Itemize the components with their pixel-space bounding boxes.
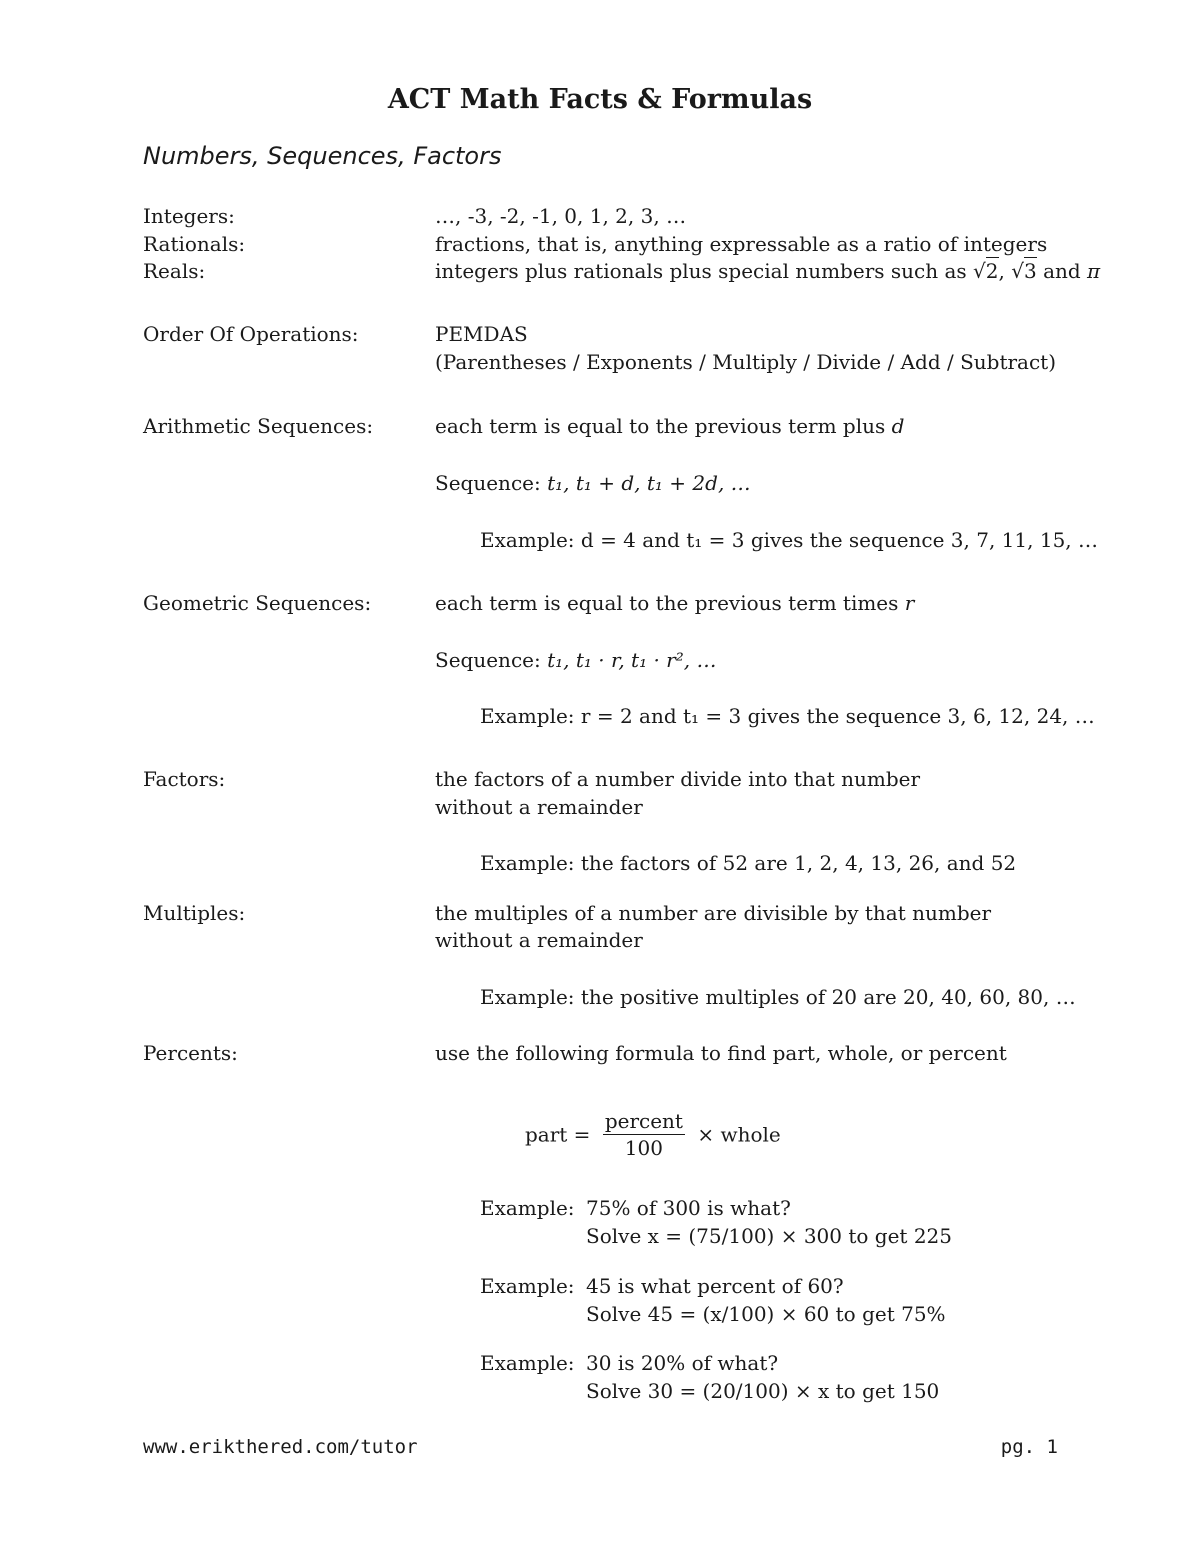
section-heading: Numbers, Sequences, Factors [143,142,502,170]
arithmetic-sequence-label: Sequence: [435,471,541,495]
percent-example-1-question: 75% of 300 is what? [586,1196,791,1220]
integers-text: …, -3, -2, -1, 0, 1, 2, 3, … [435,204,687,228]
reals-description: integers plus rationals plus special numbers such as [435,259,967,283]
arithmetic-desc-text: each term is equal to the previous term plus [435,414,886,438]
pemdas-expansion: (Parentheses / Exponents / Multiply / Divide / Add / Subtract) [435,350,1057,374]
sqrt-two: √2 [973,259,999,283]
multiples-example: Example: the positive multiples of 20 are 20, 40, 60, 80, … [480,985,1076,1009]
formula-lhs: part = [525,1122,591,1147]
sqrt-three-radicand: 3 [1023,259,1037,283]
integers-label: Integers: [143,204,235,228]
order-of-operations-label: Order Of Operations: [143,322,359,346]
geometric-example [480,706,1095,726]
reals-text: integers plus rationals plus special numbers such as √2, √3 and π [435,259,1101,283]
pi-symbol: π [1087,259,1101,283]
reals-and: and [1043,259,1081,283]
rationals-label: Rationals: [143,232,246,256]
arithmetic-sequence [435,473,751,493]
arithmetic-example-text: d = 4 and t₁ = 3 gives the sequence 3, 7, 11, 15, … [580,528,1099,552]
percent-formula [525,1108,781,1161]
percent-example-3-label: Example: [480,1351,575,1375]
percent-example-2-label: Example: [480,1274,575,1298]
multiples-line-1: the multiples of a number are divisible by that number [435,901,992,925]
arithmetic-example-label: Example: [480,528,575,552]
geometric-desc-var: r [904,591,915,615]
percent-example-1-solve: Solve x = (75/100) × 300 to get 225 [586,1224,952,1248]
geometric-sequence-label: Sequence: [435,648,541,672]
geometric-label: Geometric Sequences: [143,591,372,615]
factors-label: Factors: [143,767,226,791]
factors-line-1: the factors of a number divide into that number [435,767,921,791]
geometric-example-text: r = 2 and t₁ = 3 gives the sequence 3, 6, 12, 24, … [580,704,1095,728]
factors-line-2: without a remainder [435,795,643,819]
reals-label: Reals: [143,259,206,283]
geometric-desc-text: each term is equal to the previous term times [435,591,899,615]
formula-fraction [603,1108,685,1161]
percent-example-3-solve: Solve 30 = (20/100) × x to get 150 [586,1379,940,1403]
sqrt-two-radicand: 2 [985,259,999,283]
percent-example-2-solve: Solve 45 = (x/100) × 60 to get 75% [586,1302,946,1326]
pemdas: PEMDAS [435,322,528,346]
formula-rhs: × whole [697,1122,781,1147]
page-number: pg. 1 [1000,1436,1058,1458]
rationals-text: fractions, that is, anything expressable as a ratio of integers [435,232,1048,256]
arithmetic-sequence-formula: t₁, t₁ + d, t₁ + 2d, … [547,471,751,495]
geometric-sequence-formula: t₁, t₁ · r, t₁ · r², … [547,648,717,672]
multiples-line-2: without a remainder [435,928,643,952]
page-title: ACT Math Facts & Formulas [387,84,813,115]
arithmetic-label: Arithmetic Sequences: [143,414,374,438]
formula-denominator: 100 [624,1136,663,1160]
percents-description: use the following formula to find part, whole, or percent [435,1041,1007,1065]
footer-url[interactable]: www.erikthered.com/tutor [143,1436,418,1458]
sqrt-three: √3 [1011,259,1037,283]
factors-example: Example: the factors of 52 are 1, 2, 4, 13, 26, and 52 [480,851,1017,875]
multiples-label: Multiples: [143,901,246,925]
percent-example-2-question: 45 is what percent of 60? [586,1274,844,1298]
arithmetic-example [480,530,1098,550]
formula-numerator: percent [604,1109,683,1133]
geometric-description [435,593,914,613]
arithmetic-desc-var: d [891,414,905,438]
geometric-sequence [435,650,716,670]
percent-example-1-label: Example: [480,1196,575,1220]
percents-label: Percents: [143,1041,238,1065]
geometric-example-label: Example: [480,704,575,728]
percent-example-3-question: 30 is 20% of what? [586,1351,779,1375]
arithmetic-description [435,416,904,436]
